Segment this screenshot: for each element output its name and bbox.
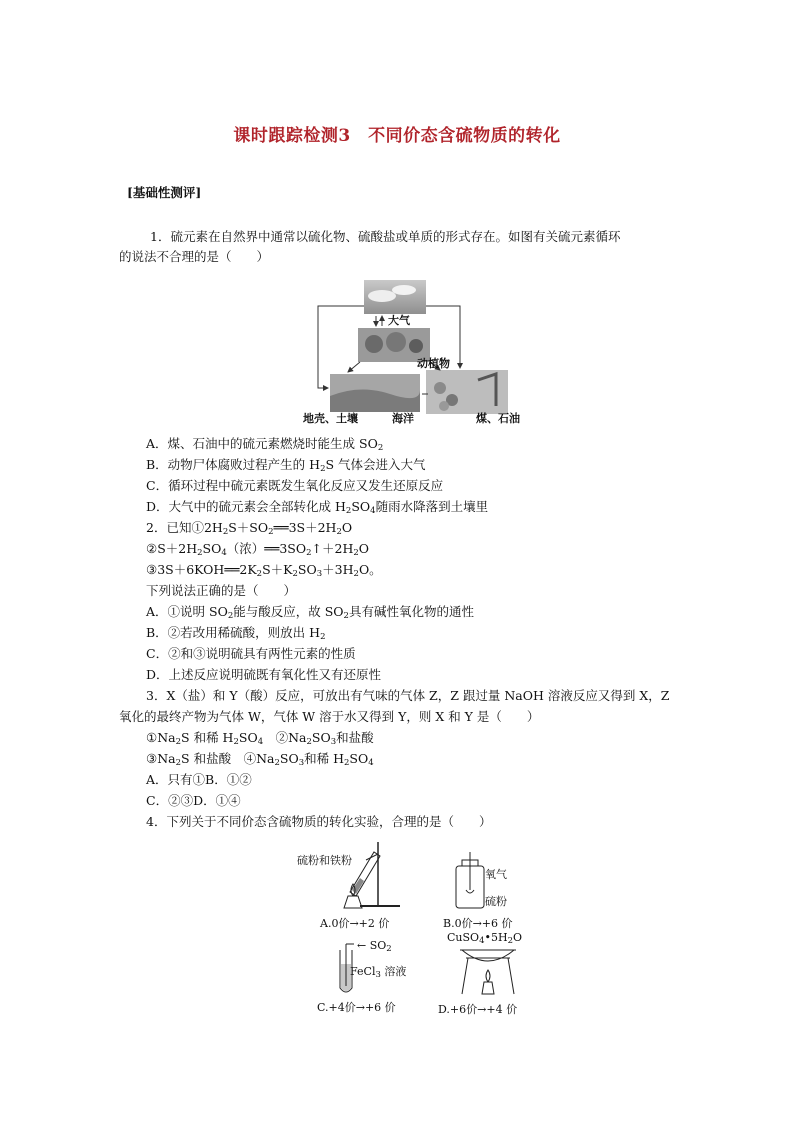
- apparatus-a-caption: A.0价→+2 价: [320, 917, 390, 930]
- apparatus-b-figure: [450, 852, 490, 910]
- q2-option-a: A．①说明 $SO_2$能与酸反应，故 $SO_2$具有碱性氧化物的通性: [146, 604, 474, 621]
- sulfur-cycle-figure: [300, 276, 520, 426]
- apparatus-d-label: $CuSO_4•5H_2O$: [447, 931, 523, 946]
- q3-stem-line1: 3．X（盐）和 Y（酸）反应，可放出有气味的气体 Z，Z 跟过量 NaOH 溶液反应又得到 X，Z: [146, 688, 670, 703]
- q3-answers-cd: C．②③D．①④: [146, 793, 241, 808]
- label-atmosphere: 大气: [388, 314, 410, 327]
- label-animals-plants: 动植物: [417, 357, 450, 370]
- apparatus-c-fecl3-label: FeCl$_3$ 溶液: [350, 965, 407, 980]
- apparatus-d-caption: D.+6价→+4 价: [438, 1003, 518, 1016]
- q1-stem-line1: 1．硫元素在自然界中通常以硫化物、硫酸盐或单质的形式存在。如图有关硫元素循环: [150, 229, 621, 244]
- apparatus-b-oxygen-label: 氧气: [485, 868, 507, 881]
- apparatus-b-sulfur-label: 硫粉: [485, 895, 507, 908]
- q2-option-d: D．上述反应说明硫既有氧化性又有还原性: [146, 667, 382, 682]
- apparatus-b-caption: B.0价→+6 价: [443, 917, 513, 930]
- q3-stem-line2: 氧化的最终产物为气体 W，气体 W 溶于水又得到 Y，则 X 和 Y 是（ ）: [119, 709, 540, 724]
- q2-equation-2: $②S+2H_2SO_4$（浓）$══3SO_2↑+2H_2O$: [146, 541, 370, 558]
- q1-option-a: A．煤、石油中的硫元素燃烧时能生成 $SO_2$: [146, 436, 384, 453]
- apparatus-a-label: 硫粉和铁粉: [297, 854, 352, 867]
- label-ocean: 海洋: [392, 412, 414, 425]
- q2-equation-3: $③3S+6KOH══2K_2S+K_2SO_3+3H_2O$。: [146, 562, 382, 579]
- q1-stem-line2: 的说法不合理的是（ ）: [119, 249, 270, 264]
- q1-option-d: D．大气中的硫元素会全部转化成 $H_2SO_4$随雨水降落到土壤里: [146, 499, 489, 516]
- label-coal-oil: 煤、石油: [476, 412, 520, 425]
- q2-ask: 下列说法正确的是（ ）: [146, 583, 297, 598]
- apparatus-a-figure: [330, 838, 410, 910]
- label-crust-soil: 地壳、土壤: [303, 412, 358, 425]
- page-title: 课时跟踪检测3 不同价态含硫物质的转化: [233, 126, 561, 146]
- q3-choices-1: $①Na_2S$ 和稀 $H_2SO_4$ $②Na_2SO_3$和盐酸: [146, 730, 374, 747]
- q1-option-c: C．循环过程中硫元素既发生氧化反应又发生还原反应: [146, 478, 444, 493]
- q2-equation-1: 2．已知$①2H_2S+SO_2══3S+2H_2O$: [146, 520, 353, 537]
- q2-option-b: B．②若改用稀硫酸，则放出 $H_2$: [146, 625, 326, 642]
- q2-option-c: C．②和③说明硫具有两性元素的性质: [146, 646, 356, 661]
- section-heading: [基础性测评]: [127, 185, 202, 200]
- apparatus-c-so2-label: ← $SO_2$: [357, 939, 392, 954]
- apparatus-c-caption: C.+4价→+6 价: [317, 1001, 396, 1014]
- apparatus-d-figure: [456, 944, 520, 996]
- q1-option-b: B．动物尸体腐败过程产生的 $H_2S$ 气体会进入大气: [146, 457, 426, 474]
- q4-stem: 4．下列关于不同价态含硫物质的转化实验，合理的是（ ）: [146, 814, 492, 829]
- q3-answers-ab: A．只有①B．①②: [146, 772, 252, 787]
- q3-choices-2: $③Na_2S$ 和盐酸 $④Na_2SO_3$和稀 $H_2SO_4$: [146, 751, 374, 768]
